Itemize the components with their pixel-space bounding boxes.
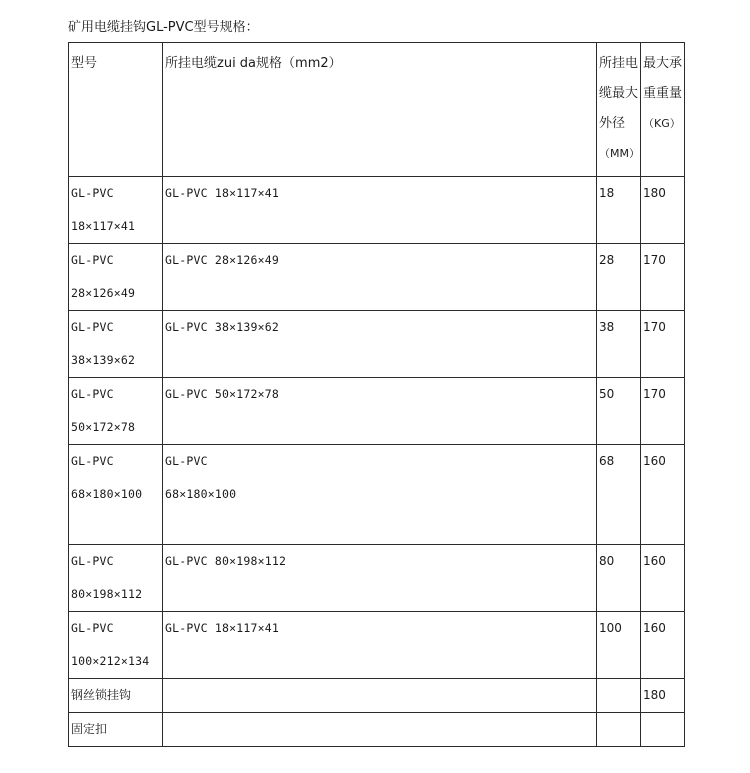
table-row xyxy=(69,244,685,311)
cell-model xyxy=(69,545,163,612)
cell-diameter xyxy=(597,311,641,378)
cell-diameter xyxy=(597,679,641,713)
spec-table xyxy=(68,42,685,747)
cell-diameter-text: 68 xyxy=(599,454,615,468)
cell-spec-text: GL-PVC 28×126×49 xyxy=(165,253,279,267)
cell-model xyxy=(69,713,163,747)
cell-model xyxy=(69,445,163,545)
cell-load-text: 170 xyxy=(643,387,666,401)
cell-load xyxy=(641,679,685,713)
cell-spec xyxy=(163,545,597,612)
cell-diameter-text: 80 xyxy=(599,554,615,568)
cell-model-text: GL-PVC 18×117×41 xyxy=(71,186,136,233)
header-spec-text: 所挂电缆zui da规格（mm2） xyxy=(165,56,342,71)
cell-load-text: 160 xyxy=(643,621,666,635)
cell-spec xyxy=(163,311,597,378)
cell-load xyxy=(641,177,685,244)
cell-load xyxy=(641,545,685,612)
table-row xyxy=(69,679,685,713)
cell-diameter xyxy=(597,177,641,244)
cell-model xyxy=(69,244,163,311)
cell-load xyxy=(641,445,685,545)
table-row xyxy=(69,311,685,378)
cell-spec-text: GL-PVC 80×198×112 xyxy=(165,554,287,568)
cell-load-text: 180 xyxy=(643,186,666,200)
cell-model xyxy=(69,378,163,445)
cell-load xyxy=(641,311,685,378)
cell-spec-text: GL-PVC 68×180×100 xyxy=(165,454,237,501)
header-spec xyxy=(163,43,597,177)
cell-load-text: 160 xyxy=(643,554,666,568)
header-load-unit: （KG） xyxy=(643,117,681,130)
header-model xyxy=(69,43,163,177)
cell-load-text: 170 xyxy=(643,320,666,334)
cell-spec xyxy=(163,445,597,545)
cell-model xyxy=(69,612,163,679)
cell-spec xyxy=(163,713,597,747)
cell-diameter xyxy=(597,445,641,545)
header-model-text: 型号 xyxy=(71,56,98,71)
cell-load-text: 180 xyxy=(643,688,666,702)
cell-load-text: 170 xyxy=(643,253,666,267)
cell-diameter xyxy=(597,378,641,445)
cell-diameter-text: 50 xyxy=(599,387,615,401)
cell-model-text: GL-PVC 80×198×112 xyxy=(71,554,143,601)
cell-spec xyxy=(163,177,597,244)
cell-model-text: 固定扣 xyxy=(71,722,108,736)
cell-spec xyxy=(163,679,597,713)
cell-load xyxy=(641,378,685,445)
cell-diameter-text: 100 xyxy=(599,621,622,635)
header-load xyxy=(641,43,685,177)
cell-spec xyxy=(163,244,597,311)
cell-model-text: GL-PVC 68×180×100 xyxy=(71,454,143,501)
cell-spec-text: GL-PVC 50×172×78 xyxy=(165,387,279,401)
cell-diameter xyxy=(597,244,641,311)
cell-spec-text: GL-PVC 38×139×62 xyxy=(165,320,279,334)
cell-load xyxy=(641,612,685,679)
cell-load-text: 160 xyxy=(643,454,666,468)
cell-model-text: GL-PVC 28×126×49 xyxy=(71,253,136,300)
cell-model-text: GL-PVC 100×212×134 xyxy=(71,621,150,668)
table-row xyxy=(69,713,685,747)
cell-diameter-text: 28 xyxy=(599,253,615,267)
cell-diameter-text: 38 xyxy=(599,320,615,334)
cell-model-text: GL-PVC 50×172×78 xyxy=(71,387,136,434)
table-row xyxy=(69,545,685,612)
cell-model-text: 钢丝锁挂钩 xyxy=(71,688,132,702)
header-diameter-unit: （MM） xyxy=(599,147,640,160)
cell-spec xyxy=(163,378,597,445)
cell-diameter xyxy=(597,545,641,612)
table-row xyxy=(69,612,685,679)
table-caption: 矿用电缆挂钩GL-PVC型号规格： xyxy=(68,20,259,35)
cell-load xyxy=(641,244,685,311)
cell-spec-text: GL-PVC 18×117×41 xyxy=(165,186,279,200)
cell-spec xyxy=(163,612,597,679)
cell-diameter xyxy=(597,612,641,679)
cell-load xyxy=(641,713,685,747)
header-row xyxy=(69,43,685,177)
table-row xyxy=(69,445,685,545)
table-row xyxy=(69,378,685,445)
header-load-text: 最大承 重重量 xyxy=(643,56,683,101)
header-diameter xyxy=(597,43,641,177)
cell-diameter-text: 18 xyxy=(599,186,615,200)
cell-model-text: GL-PVC 38×139×62 xyxy=(71,320,136,367)
cell-model xyxy=(69,679,163,713)
table-row xyxy=(69,177,685,244)
cell-model xyxy=(69,177,163,244)
cell-spec-text: GL-PVC 18×117×41 xyxy=(165,621,279,635)
cell-diameter xyxy=(597,713,641,747)
header-diameter-text: 所挂电 缆最大 外径 xyxy=(599,56,639,131)
cell-model xyxy=(69,311,163,378)
